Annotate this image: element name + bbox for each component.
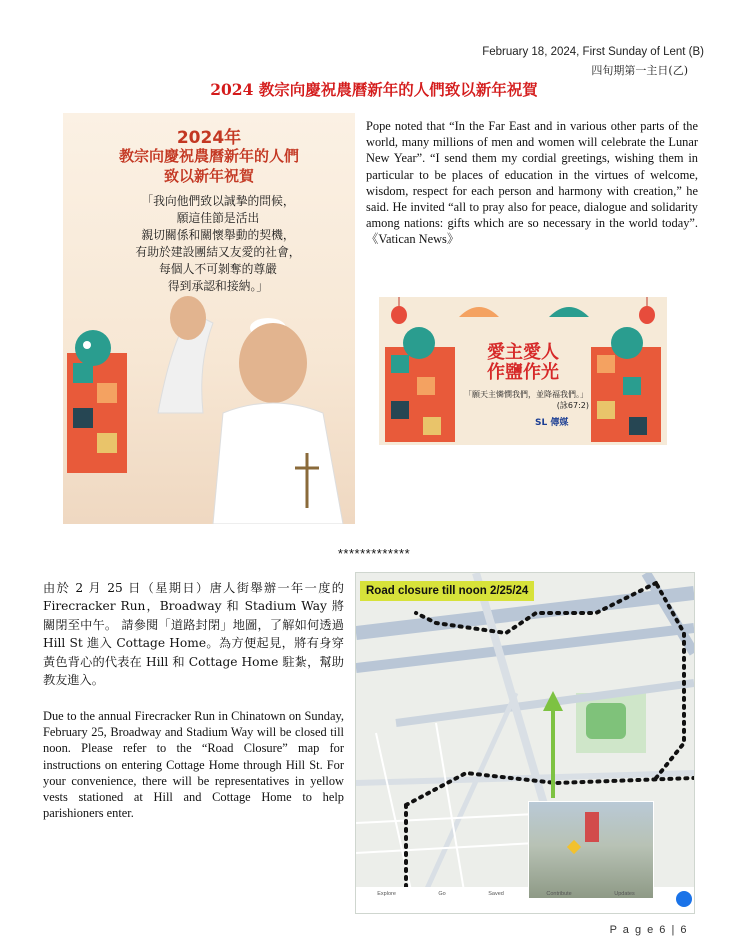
lantern-icon xyxy=(639,297,655,324)
poster-quote-line: 願這佳節是活出 xyxy=(176,211,260,225)
pope-photo xyxy=(63,113,355,524)
page-number: P a g e 6 | 6 xyxy=(609,924,688,936)
lantern-icon xyxy=(391,297,407,324)
section-separator: ************* xyxy=(337,546,411,561)
map-closure-label: Road closure till noon 2/25/24 xyxy=(360,581,534,601)
lunar-new-year-banner xyxy=(379,297,667,445)
map-tab-updates[interactable]: Updates xyxy=(614,891,635,897)
map-tab-go[interactable]: Go xyxy=(438,891,446,897)
dragon-left-icon xyxy=(385,327,455,442)
dragon-right-icon xyxy=(591,327,661,442)
road-sign-icon xyxy=(567,840,581,854)
poster-title-line2: 致以新年祝賀 xyxy=(163,167,254,185)
article-title: 2024 教宗向慶祝農曆新年的人們致以新年祝賀 xyxy=(210,80,538,99)
road-closure-map xyxy=(355,572,695,914)
banner-logo: 傳媒 xyxy=(550,418,569,428)
poster-quote-line: 得到承認和接納。」 xyxy=(167,279,269,293)
bulletin-date: February 18, 2024, First Sunday of Lent (B) xyxy=(482,46,704,58)
pope-greeting-text: Pope noted that “In the Far East and in various other parts of the world, many millions of men and women will celebrate the Lunar New Year”. “I send them my cordial greetings, wishing them in particular to be places of education in the virtues of welcome, wisdom, respect for each person and harmony with creation,” he said. He invited “all to pray also for peace, dialogue and solidarity among nations: gifts which are so necessary in the world today”. 《Vatican News》 xyxy=(366,119,698,247)
pope-greeting-poster xyxy=(63,113,355,524)
bulletin-date-chinese: 四旬期第一主日(乙) xyxy=(591,64,688,77)
poster-title-line1: 教宗向慶祝農曆新年的人們 xyxy=(118,147,299,165)
banner-headline: 愛主愛人 xyxy=(487,342,559,363)
poster-quote-line: 每個人不可剝奪的尊嚴 xyxy=(159,262,277,276)
road-closure-notice-english: Due to the annual Firecracker Run in Chinatown on Sunday, February 25, Broadway and Stadium Way will be closed till noon. Please refer to the “Road Closure” map for instructions on entering Cottage Home through Hill St. For your convenience, there will be representatives in yellow vests stationed at Hill and Cottage Home to help parishioners enter. xyxy=(43,709,344,821)
map-tab-saved[interactable]: Saved xyxy=(488,891,504,897)
map-tab-contribute[interactable]: Contribute xyxy=(546,891,572,897)
banner-verse-ref: (詠67:2) xyxy=(556,401,589,410)
dragon-illustration xyxy=(67,330,127,473)
banner-verse: 「願天主憐憫我們，並降福我們。」 xyxy=(464,390,588,399)
building-icon xyxy=(585,812,599,842)
poster-quote-line: 親切關係和關懷舉動的契機， xyxy=(141,228,295,242)
map-tab-explore[interactable]: Explore xyxy=(377,891,396,897)
banner-headline: 作鹽作光 xyxy=(487,362,559,383)
road-closure-notice-chinese: 由於 2 月 25 日（星期日）唐人街舉辦一年一度的 Firecracker Run，Broadway 和 Stadium Way 將關閉至中午。 請參閱「道路封閉」地圖，了解如何透過 Hill St 進入 Cottage Home。為方便起見，將有身穿黃色背心的代表在 Hill 和 Cottage Home 駐紮，幫助教友進入。 xyxy=(43,581,344,688)
sl-logo-icon: SL xyxy=(535,418,548,428)
poster-quote-line: 「我向他們致以誠摯的問候， xyxy=(141,194,295,208)
street-view-photo xyxy=(528,801,654,899)
poster-year: 2024年 xyxy=(176,128,242,148)
poster-quote-line: 有助於建設團結又友愛的社會， xyxy=(135,245,301,259)
